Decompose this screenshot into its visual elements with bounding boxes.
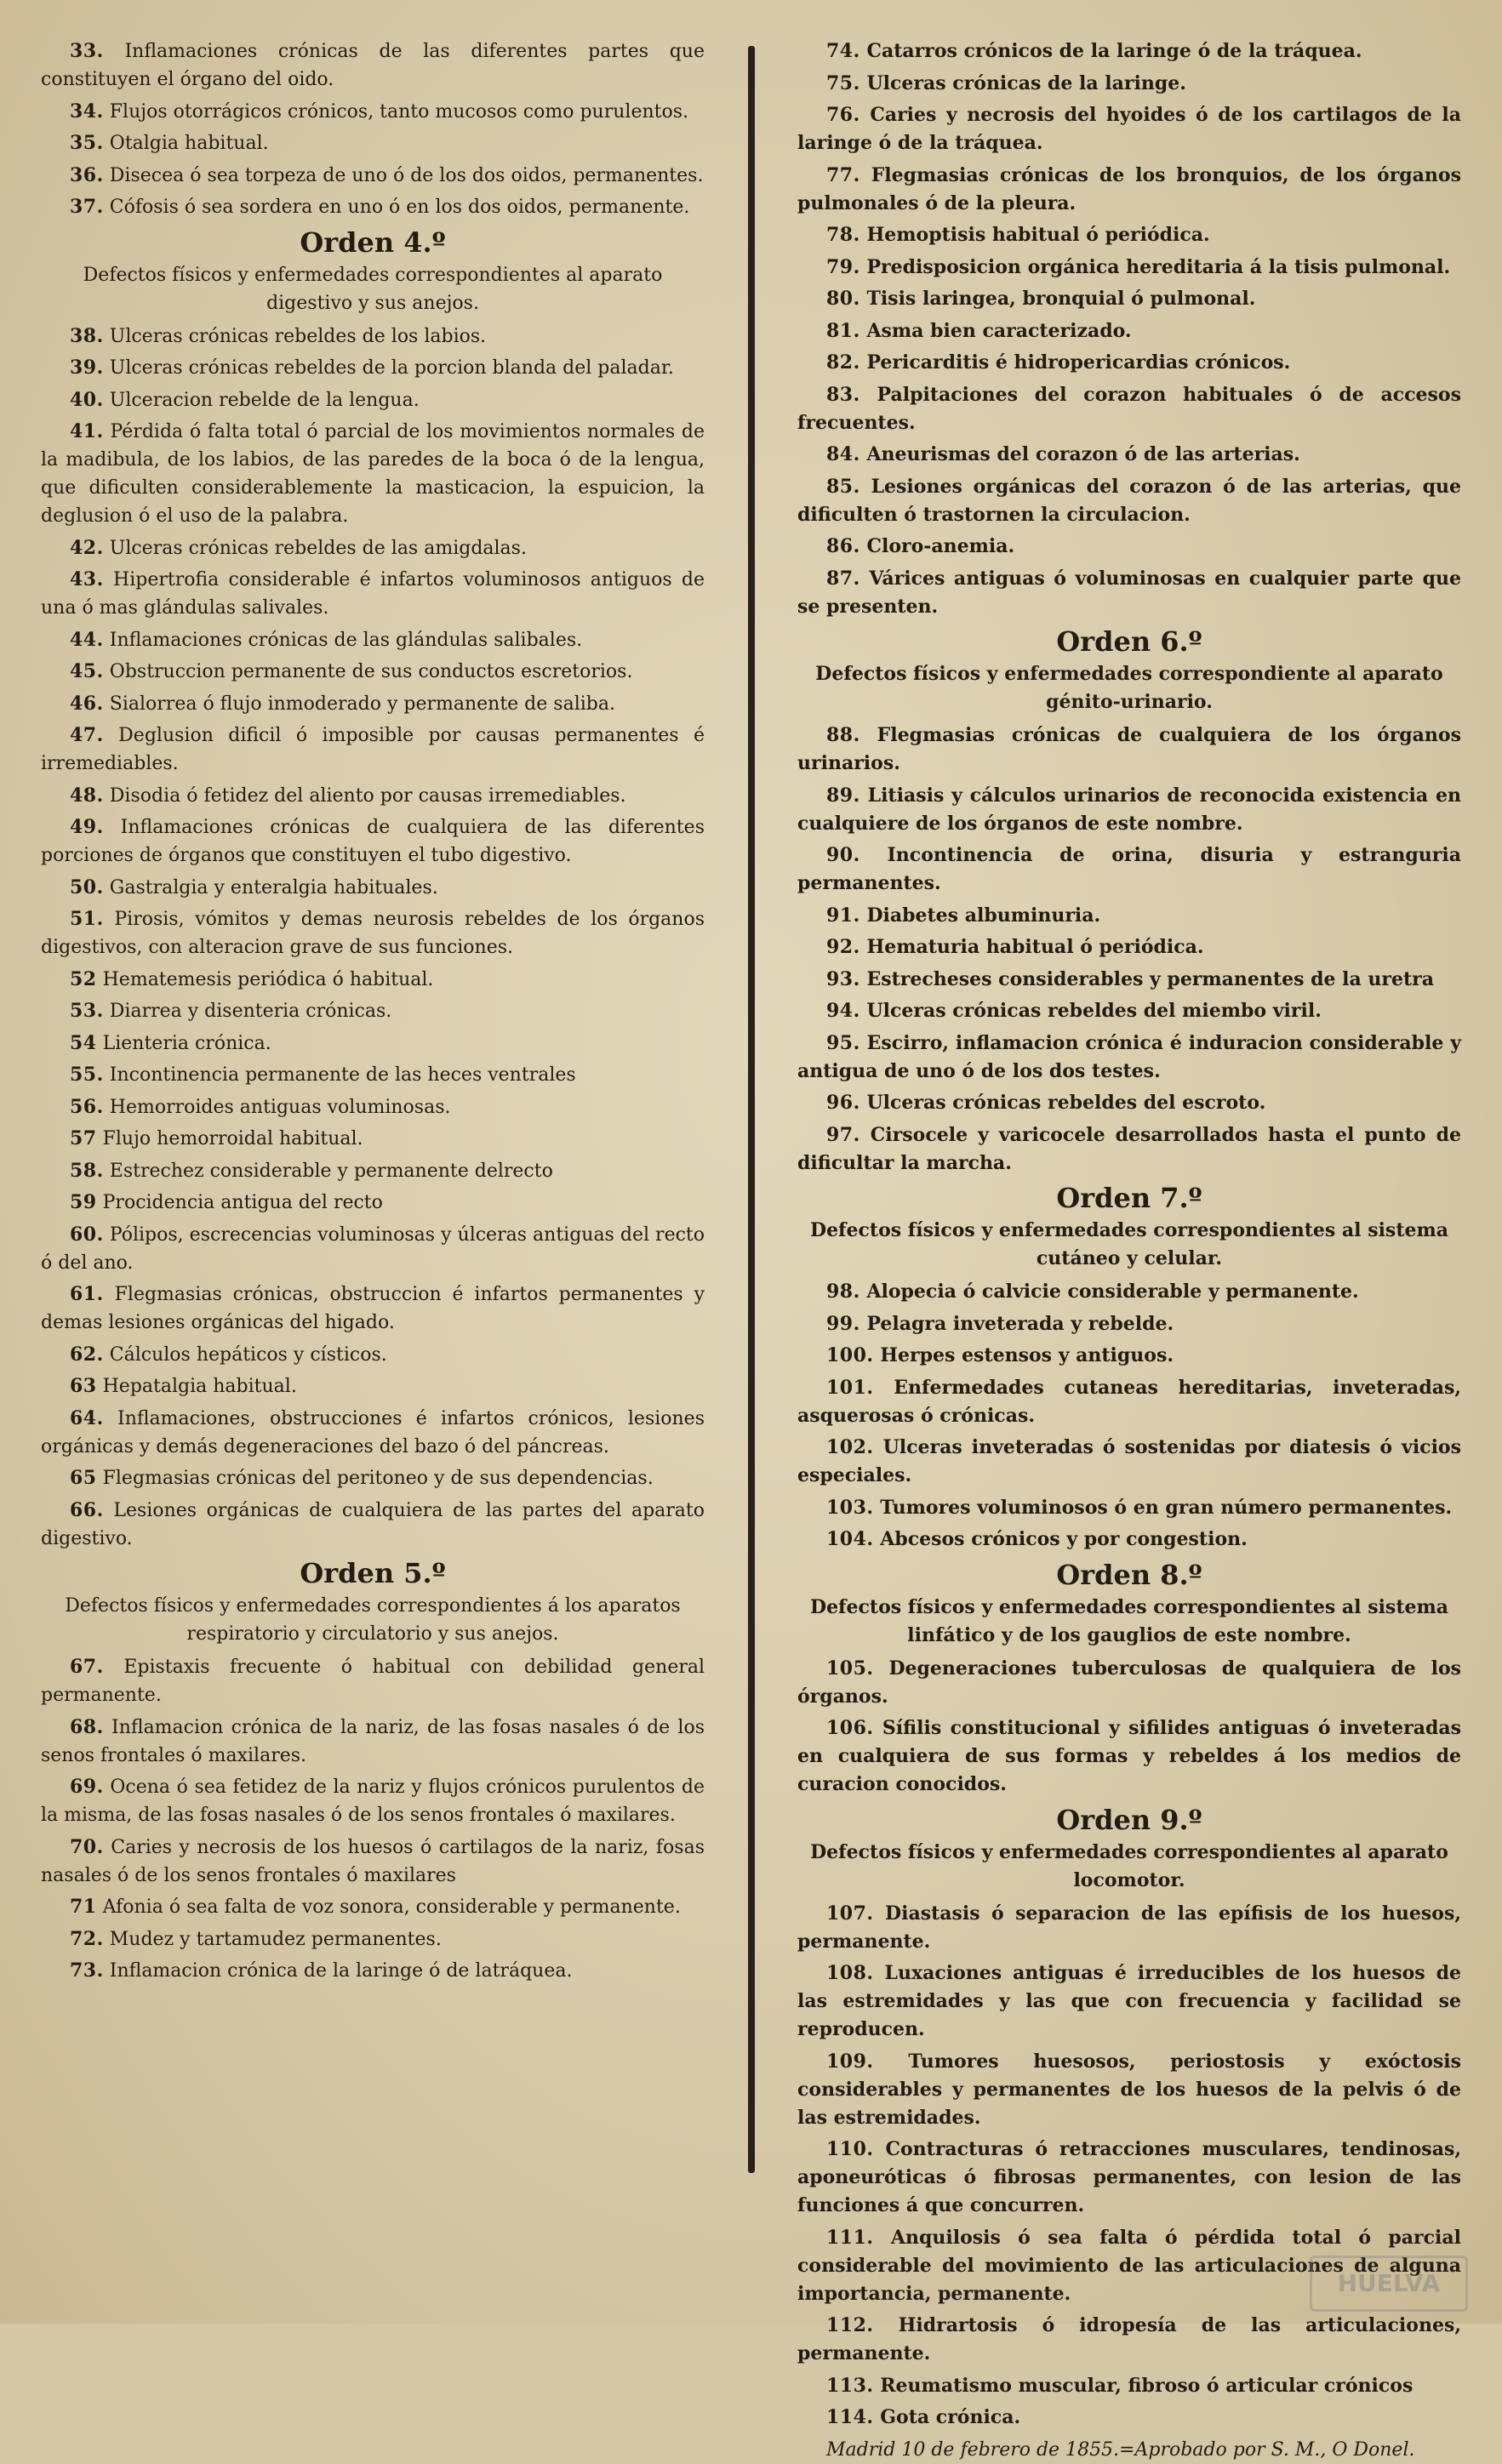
two-column-layout [41, 37, 1461, 2461]
item-number: 70. [70, 1835, 104, 1858]
item-number: 64. [70, 1406, 104, 1429]
item-number: 88. [826, 724, 860, 746]
item-text: Pelagra inveterada y rebelde. [866, 1312, 1174, 1335]
list-item [41, 37, 705, 94]
list-item [797, 349, 1461, 377]
item-number: 95. [826, 1031, 860, 1054]
list-item [41, 722, 705, 778]
list-item [41, 1372, 705, 1400]
list-item [41, 566, 705, 622]
item-text: Várices antiguas ó voluminosas en cualquier parte que se presenten. [797, 567, 1461, 618]
item-text: Mudez y tartamudez permanentes. [109, 1928, 442, 1950]
list-item [41, 162, 705, 190]
item-number: 35. [70, 132, 104, 154]
item-text: Ulceras crónicas rebeldes del escroto. [866, 1092, 1266, 1114]
list-item [797, 285, 1461, 313]
item-text: Hidrartosis ó idropesía de las articulaciones, permanente. [797, 2314, 1461, 2364]
item-text: Hematemesis periódica ó habitual. [102, 968, 434, 990]
item-text: Pólipos, escrecencias voluminosas y úlceras antiguas del recto ó del ano. [41, 1223, 705, 1274]
item-text: Sífilis constitucional y sifilides antiguas ó inveteradas en cualquiera de sus formas y rebeldes á los medios de curacion conocidos. [797, 1717, 1461, 1795]
item-text: Lesiones orgánicas del corazon ó de las arterias, que dificulten ó trastornen la circulacion. [797, 475, 1461, 526]
list-item [797, 441, 1461, 469]
list-item [797, 1278, 1461, 1306]
item-number: 99. [826, 1312, 860, 1335]
left-column [41, 37, 705, 2301]
list-item [41, 534, 705, 562]
item-text: Catarros crónicos de la laringe ó de la tráquea. [866, 40, 1362, 62]
item-number: 90. [826, 844, 860, 866]
list-item [41, 1464, 705, 1492]
order-description: Defectos físicos y enfermedades correspondiente al aparato génito-urinario. [815, 663, 1443, 713]
item-text: Disodia ó fetidez del aliento por causas irremediables. [109, 784, 626, 807]
item-number: 83. [826, 383, 860, 406]
item-text: Ulceras crónicas de la laringe. [866, 71, 1186, 94]
list-item [41, 658, 705, 686]
item-text: Cirsocele y varicocele desarrollados hasta el punto de dificultar la marcha. [797, 1123, 1461, 1174]
item-text: Procidencia antigua del recto [102, 1192, 383, 1213]
list-item [41, 1189, 705, 1217]
list-item [797, 1655, 1461, 1711]
item-number: 46. [70, 692, 104, 715]
order-description: Defectos físicos y enfermedades correspondientes al aparato digestivo y sus anejos. [83, 264, 663, 314]
list-item [41, 322, 705, 351]
item-number: 80. [826, 288, 860, 310]
item-text: Ulceracion rebelde de la lengua. [109, 389, 420, 411]
list-item [797, 966, 1461, 994]
item-text: Asma bien caracterizado. [866, 319, 1132, 342]
list-item [41, 1405, 705, 1461]
item-text: Diabetes albuminuria. [866, 904, 1101, 927]
item-text: Escirro, inflamacion crónica é induracion considerable y antigua de uno ó de los dos testes. [797, 1031, 1461, 1082]
item-number: 59 [70, 1191, 97, 1213]
item-number: 42. [70, 536, 104, 559]
order-heading: Orden 5.º [300, 1557, 446, 1589]
item-text: Flujo hemorroidal habitual. [102, 1128, 363, 1149]
item-text: Flegmasias crónicas, obstruccion é infartos permanentes y demas lesiones orgánicas del higado. [41, 1284, 705, 1333]
order-heading: Orden 9.º [1056, 1803, 1202, 1836]
list-item [797, 473, 1461, 529]
list-item [41, 354, 705, 382]
list-item [41, 905, 705, 961]
item-number: 75. [826, 71, 860, 94]
item-text: Tisis laringea, bronquial ó pulmonal. [866, 288, 1256, 310]
item-text: Hematuria habitual ó periódica. [866, 936, 1204, 958]
list-item [797, 1434, 1461, 1490]
order-description: Defectos físicos y enfermedades correspondientes al sistema cutáneo y celular. [809, 1219, 1449, 1269]
item-text: Ulceras crónicas rebeldes del miembo viril. [866, 1000, 1322, 1022]
list-item [41, 966, 705, 994]
list-item [797, 254, 1461, 282]
item-number: 108. [826, 1962, 874, 1984]
item-text: Lesiones orgánicas de cualquiera de las partes del aparato digestivo. [41, 1499, 705, 1549]
right-column-blocks [797, 37, 1461, 2432]
item-number: 103. [826, 1496, 874, 1519]
list-item [797, 1374, 1461, 1430]
item-text: Sialorrea ó flujo inmoderado y permanente de saliba. [109, 693, 615, 715]
list-item [797, 1900, 1461, 1956]
list-item [41, 1280, 705, 1337]
list-item [797, 2404, 1461, 2432]
list-item [797, 101, 1461, 157]
item-text: Ocena ó sea fetidez de la nariz y flujos crónicos purulentos de la misma, de las fosas nasales ó de los senos frontales ó maxilares. [41, 1777, 705, 1826]
item-number: 56. [70, 1095, 104, 1118]
list-item [41, 1653, 705, 1709]
list-item [797, 2312, 1461, 2368]
list-item [41, 626, 705, 654]
item-text: Caries y necrosis del hyoides ó de los cartilagos de la laringe ó de la tráquea. [797, 104, 1461, 154]
item-number: 34. [70, 100, 104, 123]
list-item [41, 690, 705, 718]
item-number: 102. [826, 1436, 874, 1458]
item-text: Cófosis ó sea sordera en uno ó en los dos oidos, permanente. [109, 197, 690, 218]
item-number: 86. [826, 535, 860, 557]
item-number: 43. [70, 568, 104, 590]
list-item [41, 782, 705, 810]
item-number: 89. [826, 784, 860, 807]
list-item [797, 317, 1461, 345]
item-number: 39. [70, 356, 104, 379]
order-heading: Orden 6.º [1056, 625, 1202, 658]
item-text: Cálculos hepáticos y císticos. [109, 1343, 387, 1366]
item-number: 58. [70, 1159, 104, 1182]
item-text: Enfermedades cutaneas hereditarias, inveteradas, asquerosas ó crónicas. [797, 1376, 1461, 1427]
item-number: 40. [70, 388, 104, 411]
item-number: 82. [826, 351, 860, 374]
item-number: 111. [826, 2226, 874, 2249]
item-text: Predisposicion orgánica hereditaria á la tisis pulmonal. [866, 255, 1451, 278]
item-text: Abcesos crónicos y por congestion. [880, 1528, 1248, 1550]
item-number: 61. [70, 1283, 104, 1305]
item-number: 33. [70, 40, 104, 62]
item-text: Degeneraciones tuberculosas de qualquiera de los órganos. [797, 1657, 1461, 1708]
list-item [41, 1497, 705, 1553]
item-text: Flujos otorrágicos crónicos, tanto mucosos como purulentos. [109, 100, 688, 123]
list-item [41, 193, 705, 221]
list-item [797, 902, 1461, 930]
item-number: 109. [826, 2050, 874, 2073]
order-description: Defectos físicos y enfermedades correspondientes á los aparatos respiratorio y circulatorio y sus anejos. [65, 1595, 681, 1645]
list-item [797, 1089, 1461, 1117]
list-item [41, 129, 705, 157]
item-number: 94. [826, 1000, 860, 1022]
list-item [41, 1341, 705, 1369]
approval-footer: Madrid 10 de febrero de 1855.=Aprobado por S. M., O Donel. [826, 2438, 1415, 2461]
list-item [797, 841, 1461, 898]
list-item [797, 381, 1461, 437]
item-number: 45. [70, 660, 104, 682]
list-item [797, 70, 1461, 98]
item-number: 105. [826, 1657, 874, 1680]
item-text: Ulceras crónicas rebeldes de la porcion blanda del paladar. [109, 357, 674, 379]
list-item [41, 1893, 705, 1921]
item-text: Inflamaciones crónicas de las diferentes partes que constituyen el órgano del oido. [41, 41, 705, 90]
item-number: 106. [826, 1717, 874, 1739]
item-text: Lienteria crónica. [102, 1032, 271, 1054]
order-description: Defectos físicos y enfermedades correspondientes al aparato locomotor. [810, 1840, 1448, 1891]
item-text: Cloro-anemia. [866, 535, 1015, 557]
item-number: 84. [826, 443, 860, 465]
item-text: Estrechez considerable y permanente delrecto [109, 1160, 553, 1182]
order-description: Defectos físicos y enfermedades correspondientes al sistema linfático y de los gauglios de este nombre. [809, 1595, 1449, 1646]
item-text: Hepatalgia habitual. [102, 1376, 297, 1397]
list-item [797, 2048, 1461, 2132]
list-item [797, 565, 1461, 621]
item-number: 72. [70, 1927, 104, 1950]
item-number: 57 [70, 1127, 97, 1149]
list-item [41, 997, 705, 1025]
item-text: Diarrea y disenteria crónicas. [109, 1001, 392, 1022]
item-number: 98. [826, 1280, 860, 1303]
list-item [41, 874, 705, 902]
item-number: 77. [826, 163, 860, 186]
item-number: 53. [70, 1000, 104, 1022]
item-number: 55. [70, 1064, 104, 1086]
list-item [41, 1157, 705, 1185]
item-number: 97. [826, 1123, 860, 1146]
item-number: 62. [70, 1343, 104, 1366]
list-item [41, 813, 705, 870]
item-text: Incontinencia permanente de las heces ventrales [109, 1064, 576, 1086]
item-number: 69. [70, 1776, 104, 1798]
item-text: Diastasis ó separacion de las epífisis de los huesos, permanente. [797, 1902, 1461, 1953]
list-item [797, 1121, 1461, 1178]
list-item [797, 1959, 1461, 2044]
list-item [797, 2136, 1461, 2220]
item-text: Palpitaciones del corazon habituales ó de accesos frecuentes. [797, 383, 1461, 434]
item-number: 67. [70, 1656, 104, 1678]
list-item [797, 933, 1461, 961]
item-text: Pirosis, vómitos y demas neurosis rebeldes de los órganos digestivos, con alteracion grave de sus funciones. [41, 909, 705, 958]
list-item [797, 533, 1461, 561]
item-text: Luxaciones antiguas é irreducibles de los huesos de las estremidades y las que con frecuencia y facilidad se reproducen. [797, 1962, 1461, 2040]
item-number: 91. [826, 904, 860, 927]
list-item [41, 1714, 705, 1770]
item-number: 78. [826, 224, 860, 246]
item-text: Pérdida ó falta total ó parcial de los movimientos normales de la madibula, de los labios, de las paredes de la boca ó de la lengua, que dificulten considerablemente la masticacion, la espuicion, la deglusion ó el uso de la palabra. [41, 421, 705, 527]
item-number: 47. [70, 724, 104, 746]
item-text: Hemorroides antiguas voluminosas. [109, 1096, 451, 1118]
list-item [797, 1494, 1461, 1522]
item-text: Inflamaciones crónicas de cualquiera de las diferentes porciones de órganos que constituyen el tubo digestivo. [41, 817, 705, 866]
item-text: Otalgia habitual. [109, 133, 269, 154]
list-item [797, 1310, 1461, 1338]
column-divider [748, 46, 755, 2173]
item-text: Inflamacion crónica de la nariz, de las fosas nasales ó de los senos frontales ó maxilares. [41, 1716, 705, 1766]
item-number: 107. [826, 1902, 874, 1925]
item-text: Anquilosis ó sea falta ó pérdida total ó parcial considerable del movimiento de las articulaciones de alguna importancia, permanente. [797, 2226, 1461, 2305]
list-item [797, 782, 1461, 838]
list-item [41, 1773, 705, 1829]
item-text: Ulceras inveteradas ó sostenidas por diatesis ó vicios especiales. [797, 1436, 1461, 1486]
item-text: Inflamaciones, obstrucciones é infartos crónicos, lesiones orgánicas y demás degeneraciones del bazo ó del páncreas. [41, 1407, 705, 1457]
item-number: 81. [826, 319, 860, 342]
item-number: 104. [826, 1528, 874, 1550]
item-text: Hemoptisis habitual ó periódica. [866, 224, 1210, 246]
list-item [41, 1957, 705, 1985]
item-number: 48. [70, 784, 104, 807]
list-item [41, 1221, 705, 1277]
item-number: 44. [70, 628, 104, 651]
order-heading: Orden 8.º [1056, 1558, 1202, 1591]
item-number: 51. [70, 908, 104, 930]
item-text: Afonia ó sea falta de voz sonora, considerable y permanente. [102, 1896, 681, 1918]
item-number: 79. [826, 255, 860, 278]
item-text: Epistaxis frecuente ó habitual con debilidad general permanente. [41, 1657, 705, 1706]
item-number: 68. [70, 1715, 104, 1738]
item-text: Obstruccion permanente de sus conductos escretorios. [109, 661, 633, 682]
item-number: 92. [826, 936, 860, 958]
item-number: 38. [70, 324, 104, 347]
item-number: 87. [826, 567, 860, 590]
item-text: Hipertrofia considerable é infartos voluminosos antiguos de una ó mas glándulas salivales. [41, 569, 705, 619]
item-text: Flegmasias crónicas de los bronquios, de los órganos pulmonales ó de la pleura. [797, 163, 1461, 214]
item-text: Litiasis y cálculos urinarios de reconocida existencia en cualquiere de los órganos de este nombre. [797, 784, 1461, 835]
item-text: Flegmasias crónicas de cualquiera de los órganos urinarios. [797, 724, 1461, 774]
item-number: 73. [70, 1959, 104, 1982]
item-number: 113. [826, 2374, 874, 2397]
item-text: Flegmasias crónicas del peritoneo y de sus dependencias. [102, 1468, 654, 1489]
item-text: Deglusion dificil ó imposible por causas permanentes é irremediables. [41, 725, 705, 774]
item-number: 71 [70, 1896, 97, 1918]
item-number: 36. [70, 163, 104, 186]
item-number: 49. [70, 816, 104, 838]
archive-watermark-logo: HUELVA [1310, 2256, 1468, 2312]
list-item [797, 2372, 1461, 2400]
list-item [797, 722, 1461, 778]
item-text: Pericarditis é hidropericardias crónicos. [866, 351, 1291, 374]
item-number: 110. [826, 2138, 874, 2160]
item-number: 37. [70, 196, 104, 218]
item-text: Tumores huesosos, periostosis y exóctosis considerables y permanentes de los huesos de la pelvis ó de las estremidades. [797, 2050, 1461, 2129]
item-number: 100. [826, 1344, 874, 1366]
item-number: 85. [826, 475, 860, 498]
item-text: Gota crónica. [880, 2406, 1021, 2428]
item-number: 60. [70, 1223, 104, 1246]
list-item [797, 997, 1461, 1025]
item-number: 74. [826, 40, 860, 62]
item-number: 76. [826, 104, 860, 126]
list-item [797, 1714, 1461, 1799]
item-text: Inflamacion crónica de la laringe ó de latráquea. [109, 1960, 573, 1982]
item-number: 52 [70, 967, 97, 990]
item-number: 54 [70, 1031, 97, 1054]
item-number: 112. [826, 2314, 874, 2336]
item-number: 41. [70, 420, 104, 442]
list-item [797, 37, 1461, 66]
item-text: Ulceras crónicas rebeldes de los labios. [109, 325, 487, 347]
order-heading: Orden 7.º [1056, 1182, 1202, 1214]
list-item [41, 1925, 705, 1954]
list-item [41, 1834, 705, 1890]
right-column [797, 37, 1461, 2461]
item-number: 63 [70, 1375, 97, 1397]
item-text: Tumores voluminosos ó en gran número permanentes. [880, 1496, 1453, 1519]
item-text: Contracturas ó retracciones musculares, tendinosas, aponeuróticas ó fibrosas permanentes, con lesion de las funciones á que concurren. [797, 2138, 1461, 2216]
item-text: Aneurismas del corazon ó de las arterias. [866, 443, 1300, 465]
list-item [797, 1030, 1461, 1086]
item-number: 96. [826, 1092, 860, 1114]
list-item [41, 386, 705, 414]
item-number: 93. [826, 967, 860, 990]
item-number: 101. [826, 1376, 874, 1399]
item-text: Herpes estensos y antiguos. [880, 1344, 1174, 1366]
item-text: Inflamaciones crónicas de las glándulas salibales. [109, 629, 583, 651]
item-number: 66. [70, 1498, 104, 1521]
list-item [41, 418, 705, 530]
list-item [797, 1342, 1461, 1370]
item-text: Ulceras crónicas rebeldes de las amigdalas. [109, 537, 527, 559]
item-text: Reumatismo muscular, fibroso ó articular crónicos [880, 2374, 1413, 2397]
item-text: Incontinencia de orina, disuria y estranguria permanentes. [797, 844, 1461, 894]
list-item [41, 1061, 705, 1089]
list-item [797, 221, 1461, 249]
order-heading: Orden 4.º [300, 225, 446, 259]
list-item [797, 162, 1461, 218]
item-text: Caries y necrosis de los huesos ó cartilagos de la nariz, fosas nasales ó de los senos frontales ó maxilares [41, 1836, 705, 1886]
list-item [41, 1030, 705, 1058]
list-item [41, 98, 705, 126]
item-text: Disecea ó sea torpeza de uno ó de los dos oidos, permanentes. [109, 164, 704, 186]
item-text: Alopecia ó calvicie considerable y permanente. [866, 1280, 1359, 1303]
list-item [41, 1125, 705, 1153]
item-number: 114. [826, 2406, 874, 2428]
item-text: Gastralgia y enteralgia habituales. [109, 876, 438, 898]
list-item [797, 1526, 1461, 1554]
item-number: 65 [70, 1467, 97, 1489]
list-item [41, 1093, 705, 1121]
item-text: Estrecheses considerables y permanentes de la uretra [866, 967, 1435, 990]
item-number: 50. [70, 876, 104, 898]
